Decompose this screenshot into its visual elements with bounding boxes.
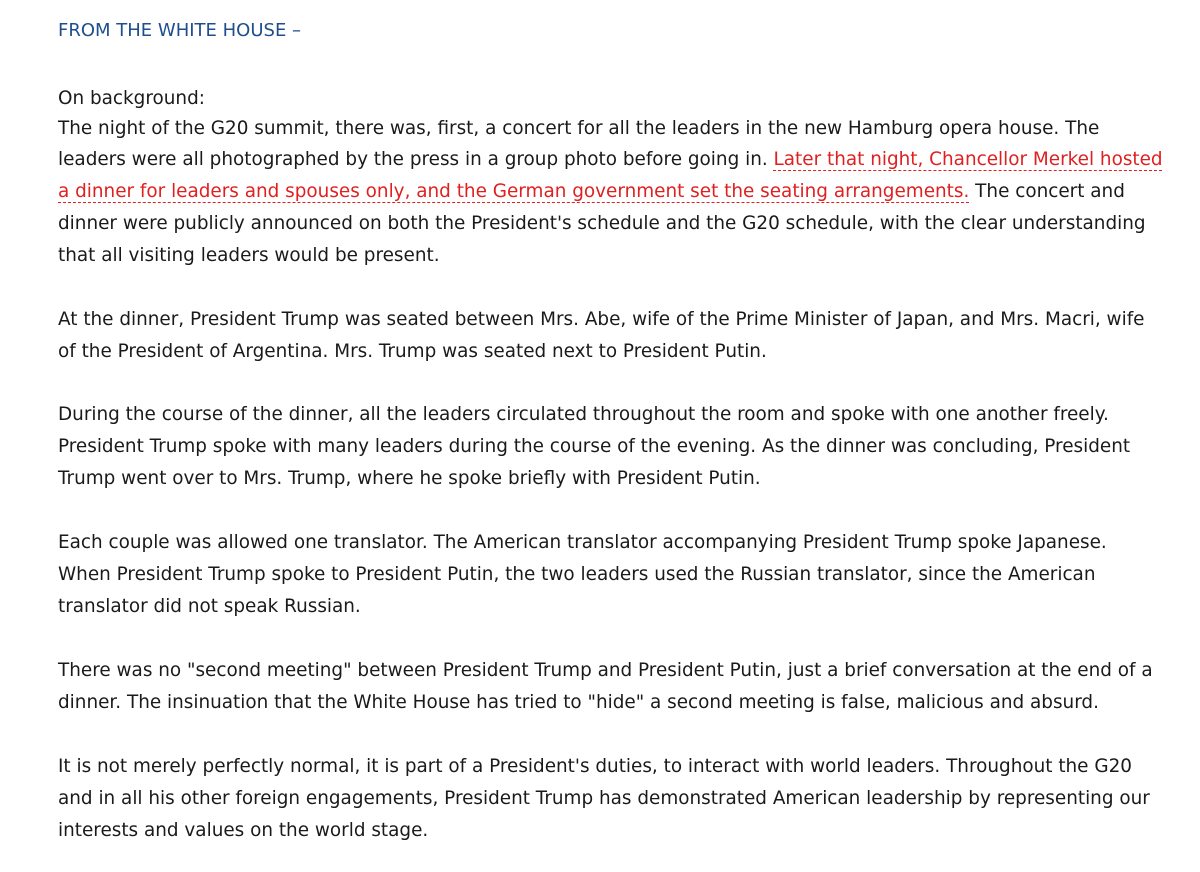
text-line xyxy=(58,147,1163,173)
text-line: When President Trump spoke to President Putin, the two leaders used the Russian translator, since the American xyxy=(58,564,1096,585)
text-line: The night of the G20 summit, there was, first, a concert for all the leaders in the new Hamburg opera house. The xyxy=(58,118,1100,139)
highlighted-text: a dinner for leaders and spouses only, and the German government set the seating arrangements. xyxy=(58,181,970,202)
document-header: FROM THE WHITE HOUSE – xyxy=(58,20,302,41)
text-line: It is not merely perfectly normal, it is part of a President's duties, to interact with world leaders. Throughout the G20 xyxy=(58,756,1132,777)
text-line: dinner were publicly announced on both the President's schedule and the G20 schedule, with the clear understanding xyxy=(58,213,1146,234)
text-line: interests and values on the world stage. xyxy=(58,820,429,841)
text-line: that all visiting leaders would be present. xyxy=(58,245,440,266)
text-line: President Trump spoke with many leaders during the course of the evening. As the dinner was concluding, President xyxy=(58,436,1131,457)
text-line: On background: xyxy=(58,88,205,109)
text-line: Each couple was allowed one translator. The American translator accompanying President Trump spoke Japanese. xyxy=(58,532,1107,553)
text-line: dinner. The insinuation that the White House has tried to "hide" a second meeting is false, malicious and absurd. xyxy=(58,692,1099,713)
text-line: At the dinner, President Trump was seated between Mrs. Abe, wife of the Prime Minister of Japan, and Mrs. Macri, wife xyxy=(58,309,1145,330)
text-line: During the course of the dinner, all the leaders circulated throughout the room and spoke with one another freely. xyxy=(58,404,1109,425)
text-line: of the President of Argentina. Mrs. Trump was seated next to President Putin. xyxy=(58,341,767,362)
text-segment: leaders were all photographed by the press in a group photo before going in. xyxy=(58,149,774,170)
text-line: There was no "second meeting" between President Trump and President Putin, just a brief conversation at the end of a xyxy=(58,660,1153,681)
text-line xyxy=(58,179,1125,205)
highlighted-text: Later that night, Chancellor Merkel hosted xyxy=(773,149,1163,170)
text-line: translator did not speak Russian. xyxy=(58,596,361,617)
text-line: and in all his other foreign engagements, President Trump has demonstrated American leadership by representing our xyxy=(58,788,1150,809)
text-line: Trump went over to Mrs. Trump, where he spoke briefly with President Putin. xyxy=(58,468,761,489)
text-segment: The concert and xyxy=(969,181,1125,202)
